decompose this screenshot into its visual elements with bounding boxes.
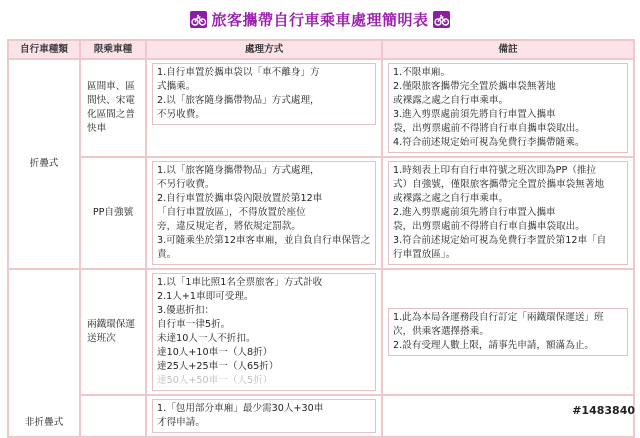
table-header-row [9,41,633,58]
train-type-cell: 兩鐵環保運送班次 [81,270,145,394]
train-type-cell: PP自強號 [81,158,145,268]
train-type-cell: 區間車、區間快、宋電化區間之普快車 [81,60,145,156]
method-line: 3.可隨乘坐於第12車客車廂，並自負自行車保管之 [157,235,371,246]
watermark-id: #1483840 [572,404,635,417]
method-line: 1.自行車置於攜車袋以「車不離身」方 [157,67,320,78]
note-line: 袋，出剪票處前不得將自行車自攜車袋取出。 [393,123,585,134]
note-cell [383,60,633,156]
note-line: 3.符合前述規定始可視為免費行李置於第12車「自 [393,235,607,246]
page-title-bar [0,9,640,32]
method-line: 達10人+10車一（人8折） [157,347,273,358]
method-line: 責。 [157,249,177,260]
method-cell [147,158,381,268]
method-line: 達25人+25車一（人65折） [157,361,279,372]
note-line: 1.時刻表上印有自行車符號之班次即為PP（推拉 [393,165,597,176]
train-type-cell [81,396,145,436]
header-train-type: 限乘車種 [81,41,145,58]
note-line: 式）自強號，僅限旅客攜帶完全置於攜車袋無著地 [393,179,605,190]
table-row [9,396,633,436]
note-line: 1.此為本局各運務段自行訂定「兩鐵環保運送」班 [393,312,604,323]
method-line: 3.優惠折扣： [157,305,215,316]
note-cell [383,158,633,268]
method-cell [147,60,381,156]
note-line: 2.設有受理人數上限，請事先申請，額滿為止。 [393,340,595,351]
page-title: 旅客攜帶自行車乘車處理簡明表 [211,11,429,29]
note-line: 行車置放區」。 [393,249,456,260]
method-line: 1.以「旅客隨身攜帶物品」方式處理， [157,165,320,176]
bicycle-icon [190,11,207,28]
note-line: 4.符合前述規定始可視為免費行李攜帶隨乘。 [393,137,585,148]
method-line: 達50人+50車一（人5折） [157,375,273,386]
note-line: 袋，出剪票處前不得將自行車自攜車袋取出。 [393,221,585,232]
method-line: 才得申請。 [157,417,205,428]
bicycle-rules-table [7,39,635,438]
method-cell [147,270,381,394]
note-line: 或裸露之處之自行車乘車。 [393,95,509,106]
method-line: 1.「包用部分車廂」最少需30人+30車 [157,403,324,414]
method-line: 旁，違反規定者，將依規定罰款。 [157,221,301,232]
method-line: 1.以「1車比照1名全票旅客」方式計收 [157,277,323,288]
note-line: 2.僅限旅客攜帶完全置於攜車袋無著地 [393,81,556,92]
table-row [9,270,633,394]
note-line: 3.進入剪票處前須先將自行車置入攜車 [393,109,556,120]
note-line: 次，供乘客選擇搭乘。 [393,326,489,337]
note-cell [383,270,633,394]
method-line: 2.以「旅客隨身攜帶物品」方式處理， [157,95,320,106]
note-line: 或裸露之處之自行車乘車。 [393,193,509,204]
header-notes: 備註 [383,41,633,58]
note-line: 1.不限車廂。 [393,67,451,78]
header-bicycle-type: 自行車種類 [9,41,79,58]
note-line: 2.進入剪票處前須先將自行車置入攜車 [393,207,556,218]
method-line: 式攜乘。 [157,81,196,92]
method-line: 「自行車置放區」，不得放置於座位 [157,207,306,218]
method-line: 2.1人+1車即可受理。 [157,291,254,302]
bicycle-icon [433,11,450,28]
bicycle-type-foldable: 折疊式 [9,60,79,268]
method-line: 不另收費。 [157,109,205,120]
bicycle-type-nonfoldable: 非折疊式 [9,270,79,436]
method-line: 未達10人一人不折扣。 [157,333,256,344]
method-line: 不另行收費。 [157,179,215,190]
table-row [9,60,633,156]
method-cell [147,396,381,436]
method-line: 自行車一律5折。 [157,319,231,330]
header-method: 處理方式 [147,41,381,58]
table-row [9,158,633,268]
method-line: 2.自行車置於攜車袋內限放置於第12車 [157,193,323,204]
